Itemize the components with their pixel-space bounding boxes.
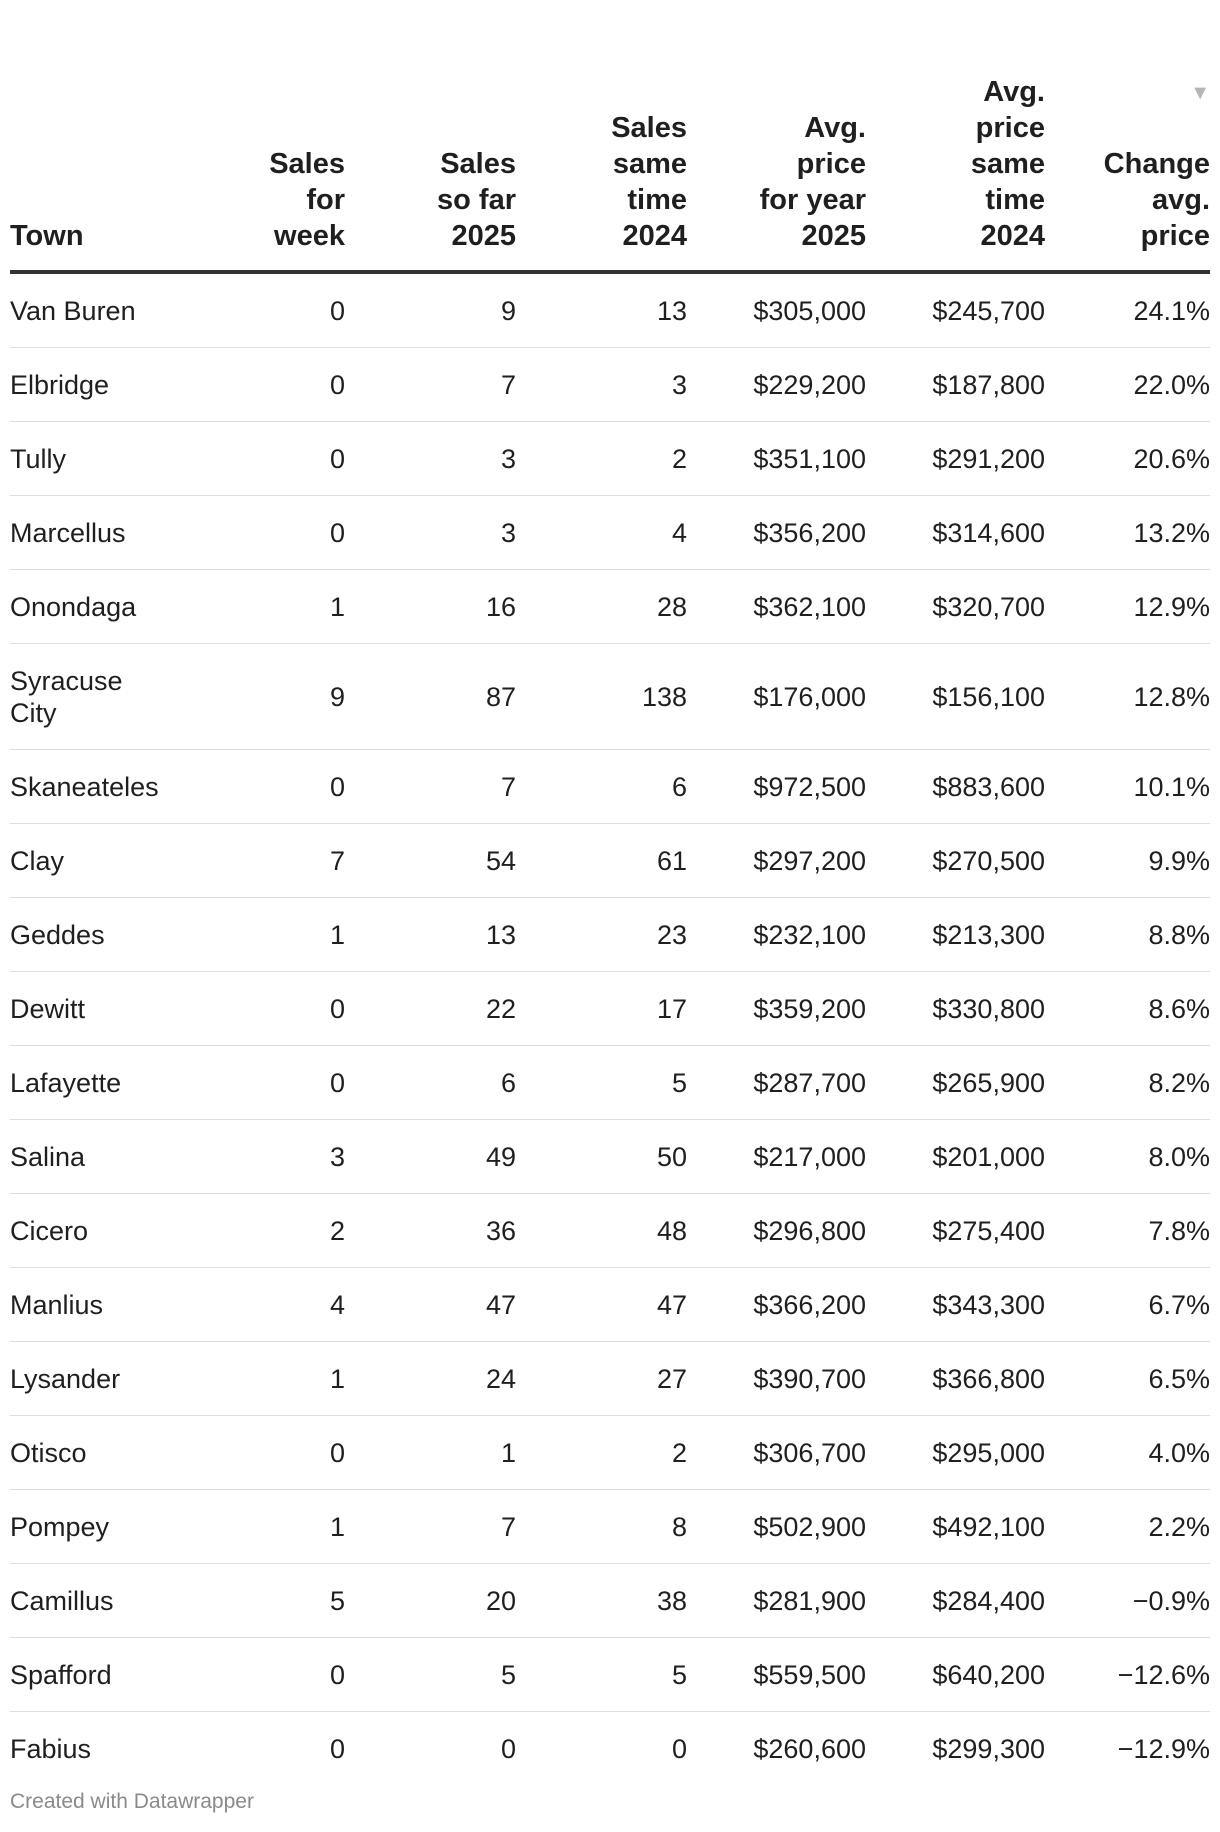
cell-avg-price-same-time-2024: $156,100 <box>866 644 1045 750</box>
cell-town: Cicero <box>10 1194 175 1268</box>
column-header-avg-price-2025[interactable]: Avg. price for year 2025 <box>687 40 866 272</box>
cell-sales-for-week: 0 <box>175 422 345 496</box>
cell-avg-price-2025: $306,700 <box>687 1416 866 1490</box>
cell-sales-for-week: 1 <box>175 570 345 644</box>
cell-avg-price-same-time-2024: $284,400 <box>866 1564 1045 1638</box>
cell-avg-price-2025: $217,000 <box>687 1120 866 1194</box>
cell-town: Fabius <box>10 1733 92 1764</box>
cell-sales-so-far-2025: 22 <box>345 972 516 1046</box>
cell-avg-price-same-time-2024: $270,500 <box>866 824 1045 898</box>
cell-avg-price-2025: $229,200 <box>687 348 866 422</box>
table-row <box>10 972 1210 1046</box>
cell-town: Camillus <box>10 1564 175 1638</box>
cell-town: Elbridge <box>10 348 175 422</box>
column-header-sales-for-week[interactable]: Sales for week <box>175 40 345 272</box>
cell-sales-for-week: 5 <box>175 1564 345 1638</box>
cell-sales-for-week: 0 <box>175 972 345 1046</box>
cell-sales-same-time-2024: 38 <box>516 1564 687 1638</box>
footer-credit[interactable]: Created with Datawrapper <box>10 1790 254 1813</box>
cell-sales-same-time-2024: 5 <box>516 1046 687 1120</box>
cell-change-avg-price: 8.2% <box>1045 1046 1210 1120</box>
sort-descending-icon[interactable]: ▼ <box>1190 82 1210 104</box>
cell-sales-same-time-2024: 3 <box>516 348 687 422</box>
cell-change-avg-price: 9.9% <box>1045 824 1210 898</box>
cell-avg-price-same-time-2024: $275,400 <box>866 1194 1045 1268</box>
cell-town: Salina <box>10 1120 175 1194</box>
cell-sales-same-time-2024: 2 <box>516 422 687 496</box>
cell-sales-so-far-2025: 0 <box>500 1733 516 1764</box>
cell-avg-price-2025: $232,100 <box>687 898 866 972</box>
cell-town: Skaneateles <box>10 750 175 824</box>
cell-sales-so-far-2025: 1 <box>345 1416 516 1490</box>
column-header-sales-same-time-2024[interactable]: Sales same time 2024 <box>516 40 687 272</box>
cell-avg-price-2025: $366,200 <box>687 1268 866 1342</box>
cell-change-avg-price: 12.8% <box>1045 644 1210 750</box>
cell-town: Clay <box>10 824 175 898</box>
cell-sales-so-far-2025: 7 <box>345 1490 516 1564</box>
cell-avg-price-same-time-2024: $295,000 <box>866 1416 1045 1490</box>
cell-sales-for-week: 0 <box>175 750 345 824</box>
column-header-sales-so-far-2025[interactable]: Sales so far 2025 <box>345 40 516 272</box>
cell-sales-so-far-2025: 6 <box>345 1046 516 1120</box>
cell-sales-same-time-2024: 4 <box>516 496 687 570</box>
cell-change-avg-price: 6.7% <box>1045 1268 1210 1342</box>
cell-town: Tully <box>10 422 175 496</box>
cell-avg-price-2025: $296,800 <box>687 1194 866 1268</box>
cell-town: Lafayette <box>10 1046 175 1120</box>
cell-avg-price-same-time-2024: $291,200 <box>866 422 1045 496</box>
cell-sales-same-time-2024: 2 <box>516 1416 687 1490</box>
cell-sales-so-far-2025: 16 <box>345 570 516 644</box>
cell-avg-price-same-time-2024: $314,600 <box>866 496 1045 570</box>
cell-sales-for-week: 0 <box>329 1733 345 1764</box>
cell-sales-same-time-2024: 6 <box>516 750 687 824</box>
cell-sales-same-time-2024: 47 <box>516 1268 687 1342</box>
cell-sales-same-time-2024: 27 <box>516 1342 687 1416</box>
cell-avg-price-2025: $297,200 <box>687 824 866 898</box>
cell-avg-price-2025: $176,000 <box>687 644 866 750</box>
cell-town: Manlius <box>10 1268 175 1342</box>
table-row <box>10 1712 1210 1786</box>
cell-avg-price-2025: $362,100 <box>687 570 866 644</box>
cell-sales-for-week: 0 <box>175 1416 345 1490</box>
cell-avg-price-same-time-2024: $265,900 <box>866 1046 1045 1120</box>
cell-change-avg-price: 8.6% <box>1045 972 1210 1046</box>
table-row <box>10 1638 1210 1712</box>
cell-town: Onondaga <box>10 570 175 644</box>
cell-avg-price-2025: $359,200 <box>687 972 866 1046</box>
cell-sales-so-far-2025: 7 <box>345 750 516 824</box>
cell-sales-for-week: 0 <box>175 272 345 348</box>
cell-town: Van Buren <box>10 272 175 348</box>
cell-town: Dewitt <box>10 972 175 1046</box>
table-row <box>10 496 1210 570</box>
cell-sales-so-far-2025: 49 <box>345 1120 516 1194</box>
cell-change-avg-price: 10.1% <box>1045 750 1210 824</box>
column-header-change-avg-price[interactable] <box>1045 40 1210 272</box>
cell-sales-for-week: 0 <box>175 348 345 422</box>
cell-change-avg-price: 6.5% <box>1045 1342 1210 1416</box>
table-row <box>10 898 1210 972</box>
cell-avg-price-2025: $390,700 <box>687 1342 866 1416</box>
table-row <box>10 824 1210 898</box>
cell-town: Syracuse City <box>10 644 175 750</box>
table-row <box>10 750 1210 824</box>
cell-sales-same-time-2024: 28 <box>516 570 687 644</box>
cell-avg-price-2025: $260,600 <box>753 1733 866 1764</box>
table-row <box>10 272 1210 348</box>
cell-change-avg-price: 4.0% <box>1045 1416 1210 1490</box>
cell-sales-so-far-2025: 47 <box>345 1268 516 1342</box>
cell-sales-for-week: 9 <box>175 644 345 750</box>
column-header-avg-price-same-time-2024[interactable]: Avg. price same time 2024 <box>866 40 1045 272</box>
cell-sales-so-far-2025: 24 <box>345 1342 516 1416</box>
cell-sales-so-far-2025: 3 <box>345 422 516 496</box>
cell-sales-for-week: 0 <box>175 1046 345 1120</box>
cell-sales-for-week: 1 <box>175 1490 345 1564</box>
header-row <box>10 40 1210 272</box>
cell-avg-price-same-time-2024: $213,300 <box>866 898 1045 972</box>
cell-avg-price-2025: $287,700 <box>687 1046 866 1120</box>
cell-change-avg-price: 12.9% <box>1045 570 1210 644</box>
table-row <box>10 1342 1210 1416</box>
cell-avg-price-same-time-2024: $492,100 <box>866 1490 1045 1564</box>
cell-change-avg-price: 8.0% <box>1045 1120 1210 1194</box>
cell-sales-same-time-2024: 48 <box>516 1194 687 1268</box>
cell-sales-same-time-2024: 61 <box>516 824 687 898</box>
cell-sales-so-far-2025: 87 <box>345 644 516 750</box>
cell-avg-price-same-time-2024: $201,000 <box>866 1120 1045 1194</box>
cell-sales-same-time-2024: 13 <box>516 272 687 348</box>
cell-avg-price-same-time-2024: $343,300 <box>866 1268 1045 1342</box>
cell-sales-same-time-2024: 5 <box>516 1638 687 1712</box>
table-body <box>10 272 1210 1785</box>
table-row <box>10 1194 1210 1268</box>
data-table <box>10 40 1210 1785</box>
table-row <box>10 1120 1210 1194</box>
cell-avg-price-same-time-2024: $245,700 <box>866 272 1045 348</box>
table-row <box>10 1416 1210 1490</box>
data-table-container <box>10 40 1210 1785</box>
cell-town: Lysander <box>10 1342 175 1416</box>
cell-avg-price-2025: $559,500 <box>687 1638 866 1712</box>
cell-sales-for-week: 2 <box>175 1194 345 1268</box>
cell-town: Geddes <box>10 898 175 972</box>
cell-sales-so-far-2025: 13 <box>345 898 516 972</box>
cell-avg-price-2025: $972,500 <box>687 750 866 824</box>
table-row <box>10 348 1210 422</box>
cell-change-avg-price: 8.8% <box>1045 898 1210 972</box>
cell-avg-price-same-time-2024: $640,200 <box>866 1638 1045 1712</box>
cell-sales-for-week: 4 <box>175 1268 345 1342</box>
cell-change-avg-price: −0.9% <box>1045 1564 1210 1638</box>
cell-sales-same-time-2024: 8 <box>516 1490 687 1564</box>
cell-avg-price-same-time-2024: $883,600 <box>866 750 1045 824</box>
cell-change-avg-price: −12.9% <box>1117 1733 1210 1764</box>
table-row <box>10 570 1210 644</box>
cell-sales-so-far-2025: 5 <box>345 1638 516 1712</box>
table-row <box>10 644 1210 750</box>
cell-sales-same-time-2024: 17 <box>516 972 687 1046</box>
cell-sales-for-week: 3 <box>175 1120 345 1194</box>
cell-sales-for-week: 7 <box>175 824 345 898</box>
column-header-town[interactable]: Town <box>10 40 175 272</box>
cell-change-avg-price: 22.0% <box>1045 348 1210 422</box>
cell-sales-for-week: 0 <box>175 1638 345 1712</box>
table-row <box>10 1268 1210 1342</box>
cell-change-avg-price: 20.6% <box>1045 422 1210 496</box>
table-row <box>10 1564 1210 1638</box>
cell-town: Marcellus <box>10 496 175 570</box>
cell-town: Spafford <box>10 1638 175 1712</box>
cell-sales-for-week: 1 <box>175 898 345 972</box>
cell-change-avg-price: −12.6% <box>1045 1638 1210 1712</box>
cell-town: Pompey <box>10 1490 175 1564</box>
cell-avg-price-same-time-2024: $187,800 <box>866 348 1045 422</box>
cell-town: Otisco <box>10 1416 175 1490</box>
cell-sales-for-week: 0 <box>175 496 345 570</box>
cell-change-avg-price: 7.8% <box>1045 1194 1210 1268</box>
cell-sales-same-time-2024: 23 <box>516 898 687 972</box>
cell-sales-same-time-2024: 138 <box>516 644 687 750</box>
cell-change-avg-price: 2.2% <box>1045 1490 1210 1564</box>
cell-avg-price-same-time-2024: $299,300 <box>932 1733 1045 1764</box>
cell-avg-price-2025: $305,000 <box>687 272 866 348</box>
table-row <box>10 1490 1210 1564</box>
table-row <box>10 1046 1210 1120</box>
cell-change-avg-price: 13.2% <box>1045 496 1210 570</box>
cell-sales-same-time-2024: 0 <box>671 1733 687 1764</box>
cell-sales-same-time-2024: 50 <box>516 1120 687 1194</box>
cell-avg-price-same-time-2024: $320,700 <box>866 570 1045 644</box>
cell-sales-so-far-2025: 7 <box>345 348 516 422</box>
cell-avg-price-2025: $281,900 <box>687 1564 866 1638</box>
cell-avg-price-2025: $356,200 <box>687 496 866 570</box>
cell-change-avg-price: 24.1% <box>1045 272 1210 348</box>
cell-avg-price-same-time-2024: $330,800 <box>866 972 1045 1046</box>
cell-sales-so-far-2025: 9 <box>345 272 516 348</box>
cell-sales-so-far-2025: 3 <box>345 496 516 570</box>
cell-sales-so-far-2025: 36 <box>345 1194 516 1268</box>
cell-avg-price-2025: $351,100 <box>687 422 866 496</box>
table-row <box>10 422 1210 496</box>
column-header-change-label: Change avg. price <box>1103 148 1210 252</box>
cell-sales-for-week: 1 <box>175 1342 345 1416</box>
cell-sales-so-far-2025: 54 <box>345 824 516 898</box>
cell-avg-price-2025: $502,900 <box>687 1490 866 1564</box>
cell-avg-price-same-time-2024: $366,800 <box>866 1342 1045 1416</box>
cell-sales-so-far-2025: 20 <box>345 1564 516 1638</box>
